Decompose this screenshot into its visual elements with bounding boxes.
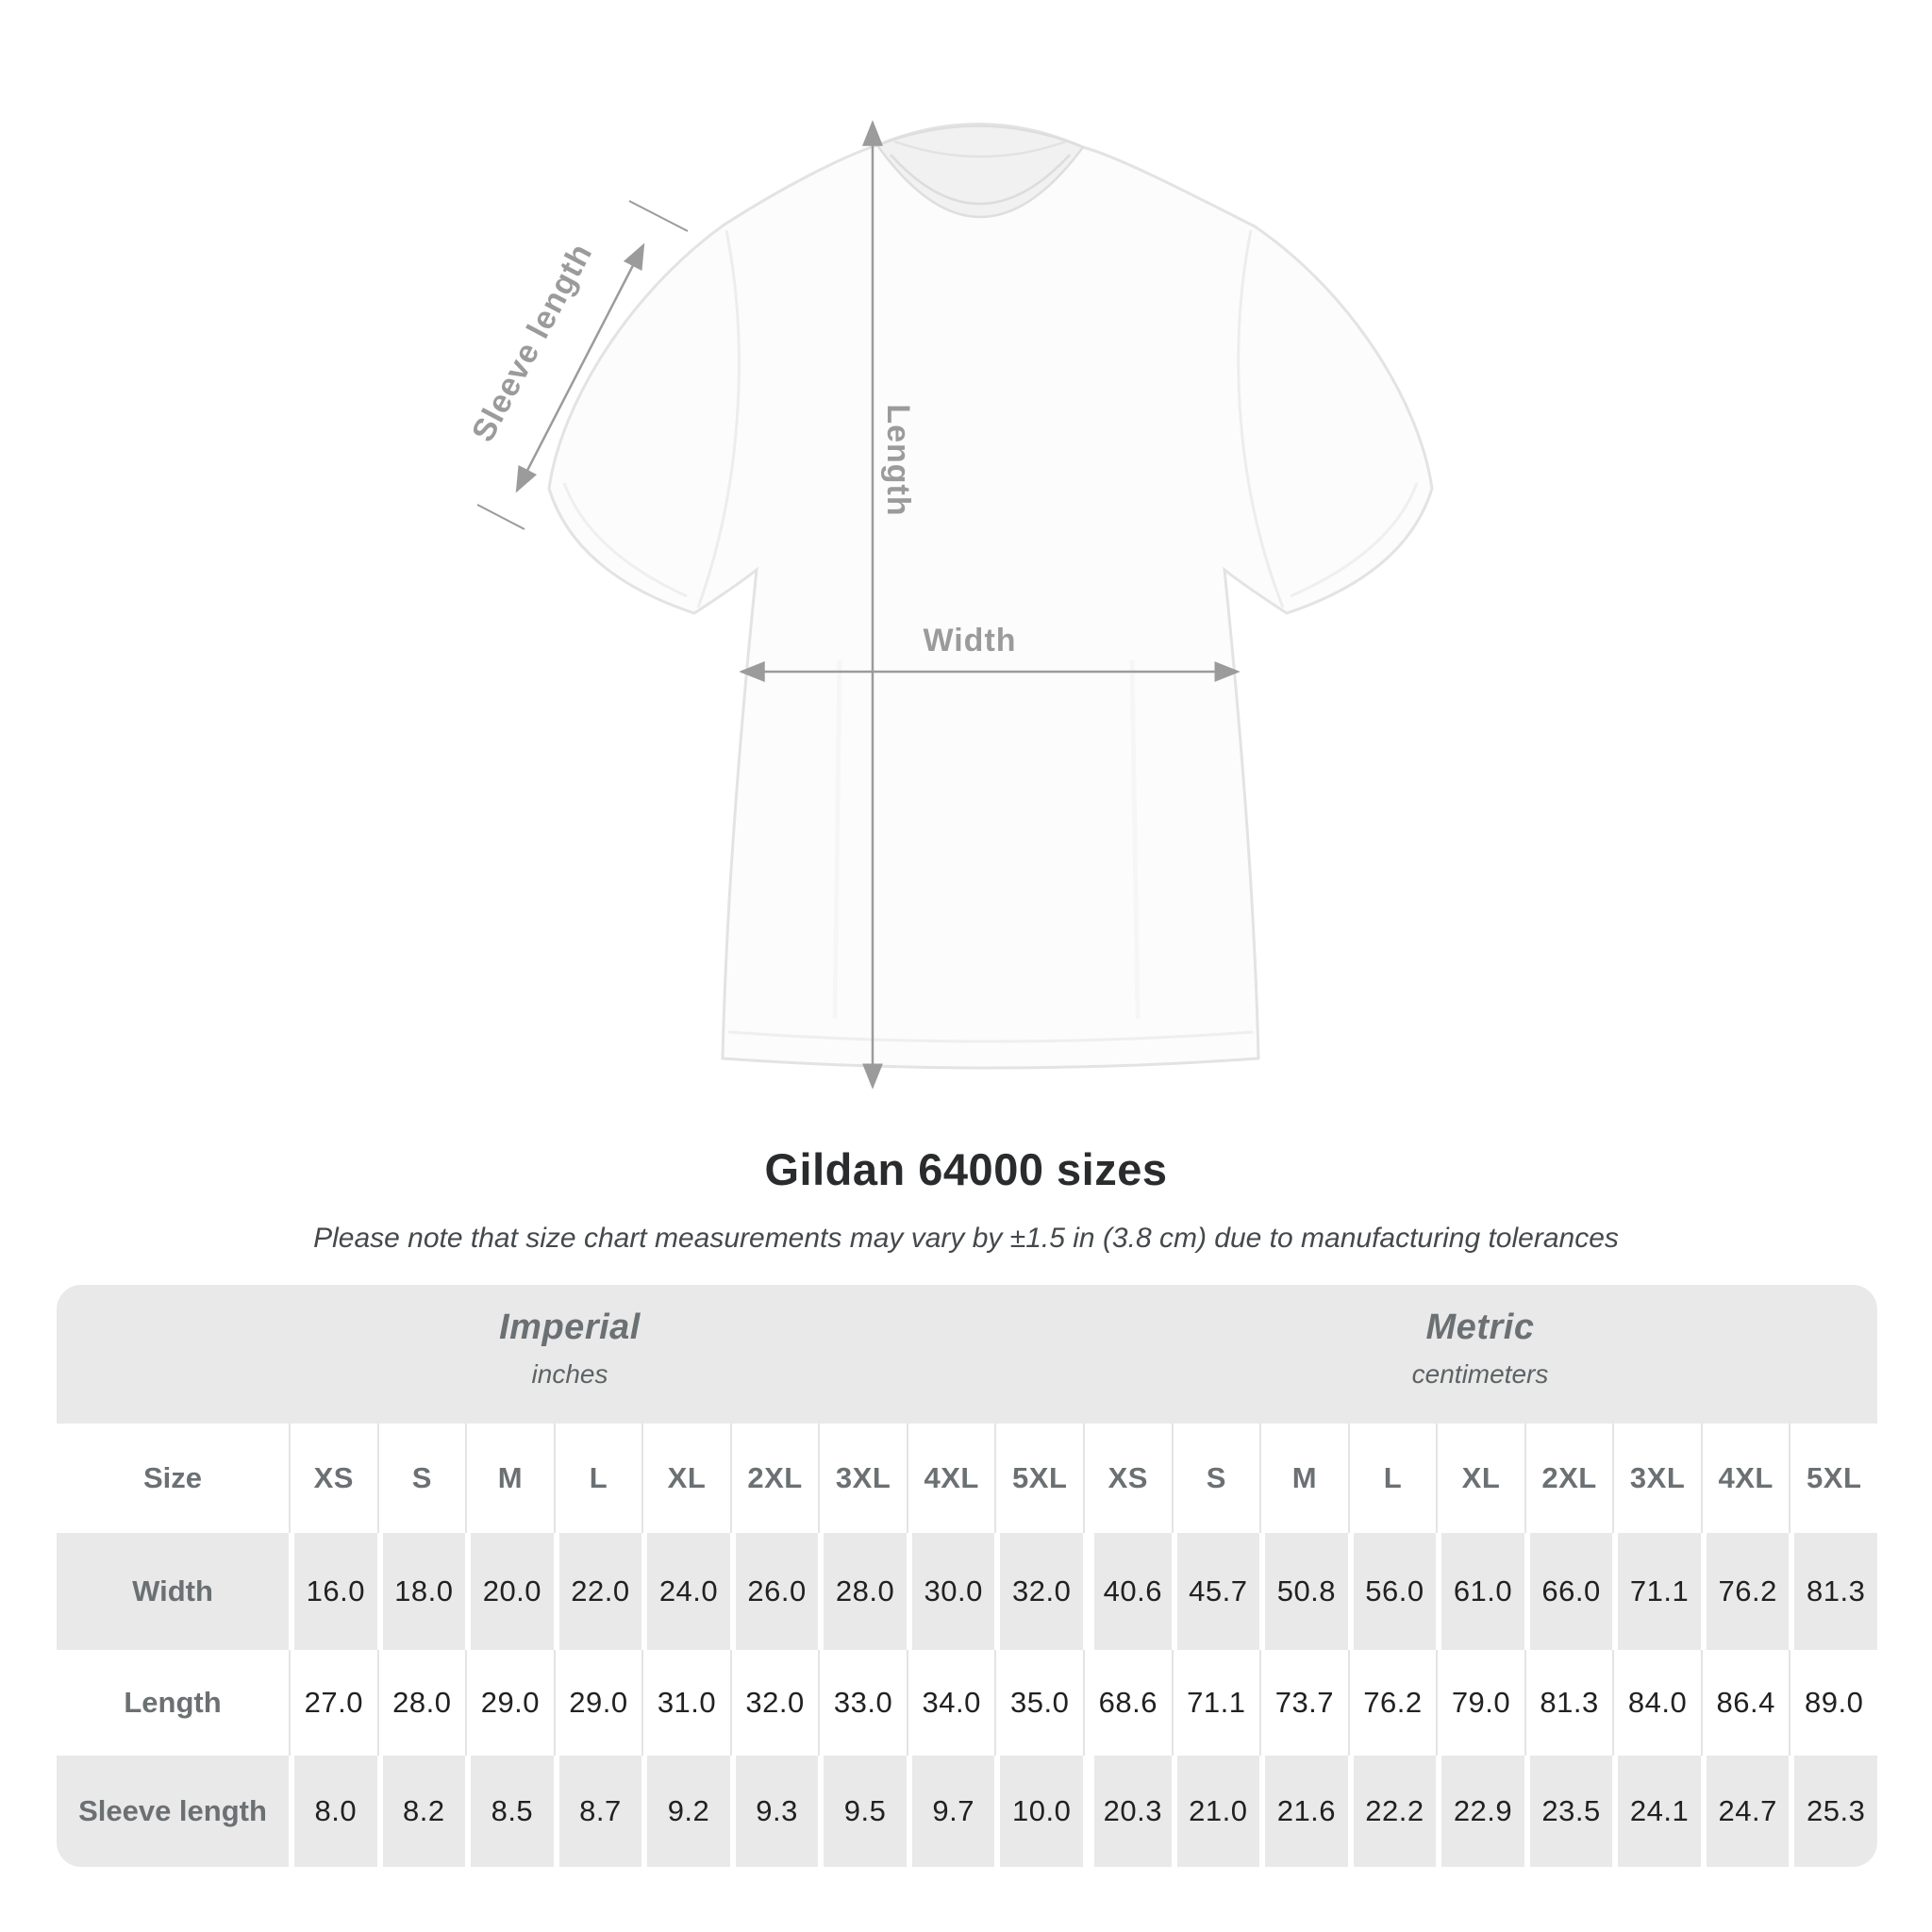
value-cell (730, 1650, 819, 1756)
size-col-header (289, 1424, 377, 1533)
value-cell (1348, 1533, 1437, 1650)
value-cell (1436, 1756, 1524, 1867)
value-cell (1612, 1756, 1701, 1867)
size-col-header-text: S (1206, 1461, 1226, 1494)
value-cell (994, 1533, 1083, 1650)
value-cell (1172, 1533, 1260, 1650)
value-cell (1701, 1756, 1790, 1867)
value-cell-text: 9.3 (756, 1794, 798, 1827)
size-chart-table (57, 1285, 1877, 1867)
size-col-header (1612, 1424, 1701, 1533)
size-col-header-text: 2XL (747, 1461, 803, 1494)
value-cell-text: 24.7 (1718, 1794, 1777, 1827)
size-col-header-text: XS (313, 1461, 354, 1494)
value-cell (289, 1650, 377, 1756)
size-col-header (1348, 1424, 1437, 1533)
size-col-header-text: 5XL (1807, 1461, 1862, 1494)
value-cell-text: 8.7 (579, 1794, 622, 1827)
value-cell (554, 1533, 642, 1650)
value-cell-text: 56.0 (1365, 1574, 1424, 1607)
value-cell (730, 1756, 819, 1867)
value-cell-text: 35.0 (1010, 1686, 1070, 1719)
value-cell-text: 50.8 (1276, 1574, 1337, 1607)
size-col-header (465, 1424, 554, 1533)
page-subtitle: Please note that size chart measurements may vary by ±1.5 in (3.8 cm) due to manufacturing tolerances (313, 1223, 1619, 1254)
value-cell (289, 1756, 377, 1867)
value-cell-text: 89.0 (1805, 1686, 1864, 1719)
value-cell (1612, 1533, 1701, 1650)
metric-label: Metric (1425, 1307, 1535, 1347)
imperial-label: Imperial (499, 1307, 641, 1347)
metric-unit: centimeters (1411, 1359, 1549, 1389)
size-col-header-text: M (1291, 1461, 1318, 1494)
width-label: Width (923, 623, 1017, 658)
value-cell (1789, 1533, 1877, 1650)
value-cell (1083, 1650, 1172, 1756)
size-col-header-text: 3XL (1629, 1461, 1686, 1494)
value-cell (641, 1756, 730, 1867)
value-cell-text: 32.0 (745, 1686, 805, 1719)
value-cell-text: 9.2 (667, 1794, 710, 1827)
value-cell-text: 31.0 (657, 1686, 717, 1719)
value-cell (1701, 1650, 1790, 1756)
corner-label-text: Size (142, 1461, 203, 1494)
value-cell (1612, 1650, 1701, 1756)
row-label-text: Sleeve length (78, 1794, 267, 1827)
value-cell-text: 45.7 (1189, 1574, 1248, 1607)
value-cell-text: 29.0 (480, 1686, 541, 1719)
value-cell (1083, 1756, 1172, 1867)
value-cell-text: 33.0 (833, 1686, 893, 1719)
value-cell-text: 66.0 (1541, 1574, 1601, 1607)
value-cell-text: 71.1 (1187, 1686, 1246, 1719)
size-col-header (907, 1424, 995, 1533)
row-label-text: Width (132, 1574, 213, 1607)
corner-label (57, 1424, 289, 1533)
value-cell (641, 1650, 730, 1756)
value-cell (1789, 1650, 1877, 1756)
value-cell-text: 76.2 (1363, 1686, 1423, 1719)
size-col-header (641, 1424, 730, 1533)
value-cell-text: 34.0 (922, 1686, 981, 1719)
value-cell-text: 20.0 (482, 1574, 542, 1607)
value-cell (641, 1533, 730, 1650)
value-cell-text: 25.3 (1807, 1794, 1866, 1827)
value-cell-text: 18.0 (394, 1574, 454, 1607)
value-cell (818, 1756, 907, 1867)
value-cell-text: 9.7 (932, 1794, 974, 1827)
value-cell-text: 71.1 (1629, 1574, 1690, 1607)
size-col-header-text: M (497, 1461, 524, 1494)
value-cell-text: 61.0 (1453, 1574, 1513, 1607)
value-cell-text: 8.0 (314, 1794, 358, 1827)
size-col-header (1172, 1424, 1260, 1533)
value-cell (994, 1756, 1083, 1867)
value-cell-text: 81.3 (1807, 1574, 1866, 1607)
size-col-header (730, 1424, 819, 1533)
value-cell (907, 1650, 995, 1756)
size-col-header-text: 4XL (924, 1461, 979, 1494)
size-col-header-text: XL (667, 1461, 707, 1494)
size-col-header (554, 1424, 642, 1533)
value-cell-text: 81.3 (1540, 1686, 1599, 1719)
row-label (57, 1756, 289, 1867)
size-col-header-text: 5XL (1012, 1461, 1068, 1494)
size-col-header-text: S (411, 1461, 432, 1494)
value-cell (465, 1533, 554, 1650)
value-cell-text: 86.4 (1716, 1686, 1775, 1719)
size-col-header (377, 1424, 466, 1533)
value-cell (1789, 1756, 1877, 1867)
value-cell (1259, 1650, 1348, 1756)
sleeve-length-label: Sleeve length (464, 237, 600, 448)
value-cell (1259, 1533, 1348, 1650)
value-cell (1348, 1650, 1437, 1756)
value-cell-text: 84.0 (1627, 1686, 1688, 1719)
value-cell (465, 1650, 554, 1756)
size-col-header-text: XS (1108, 1461, 1148, 1494)
value-cell (1436, 1650, 1524, 1756)
value-cell (377, 1756, 466, 1867)
value-cell-text: 32.0 (1012, 1574, 1072, 1607)
value-cell (1524, 1756, 1613, 1867)
metric-group-header (1083, 1285, 1877, 1418)
value-cell-text: 28.0 (835, 1574, 895, 1607)
value-cell (1348, 1756, 1437, 1867)
size-col-header-text: 4XL (1718, 1461, 1774, 1494)
value-cell-text: 27.0 (304, 1686, 363, 1719)
value-cell-text: 9.5 (843, 1794, 887, 1827)
length-label: Length (880, 404, 917, 517)
tshirt-graphic (549, 124, 1432, 1068)
value-cell-text: 24.1 (1629, 1794, 1690, 1827)
imperial-unit: inches (531, 1359, 608, 1389)
row-label-text: Length (124, 1686, 222, 1719)
size-col-header-text: 2XL (1541, 1461, 1597, 1494)
size-col-header (994, 1424, 1083, 1533)
value-cell-text: 30.0 (924, 1574, 983, 1607)
size-col-header-text: XL (1461, 1461, 1501, 1494)
size-col-header (1701, 1424, 1790, 1533)
value-cell (554, 1650, 642, 1756)
value-cell (554, 1756, 642, 1867)
value-cell (1083, 1533, 1172, 1650)
value-cell (994, 1650, 1083, 1756)
value-cell-text: 20.3 (1103, 1794, 1162, 1827)
value-cell (1172, 1756, 1260, 1867)
size-col-header-text: 3XL (835, 1461, 891, 1494)
value-cell-text: 29.0 (569, 1686, 628, 1719)
row-label (57, 1533, 289, 1650)
size-col-header (1789, 1424, 1877, 1533)
row-label (57, 1650, 289, 1756)
imperial-group-header (57, 1285, 1083, 1418)
value-cell-text: 8.5 (491, 1794, 534, 1827)
value-cell-text: 68.6 (1098, 1686, 1158, 1719)
value-cell (1172, 1650, 1260, 1756)
value-cell (907, 1756, 995, 1867)
value-cell-text: 26.0 (747, 1574, 807, 1607)
value-cell-text: 79.0 (1451, 1686, 1511, 1719)
value-cell-text: 21.0 (1189, 1794, 1248, 1827)
value-cell-text: 21.6 (1276, 1794, 1337, 1827)
value-cell (730, 1533, 819, 1650)
value-cell (1524, 1533, 1613, 1650)
value-cell-text: 8.2 (403, 1794, 445, 1827)
size-col-header (818, 1424, 907, 1533)
value-cell (465, 1756, 554, 1867)
size-col-header-text: L (589, 1461, 608, 1494)
value-cell-text: 22.2 (1365, 1794, 1424, 1827)
value-cell (377, 1650, 466, 1756)
value-cell-text: 28.0 (392, 1686, 452, 1719)
value-cell-text: 10.0 (1012, 1794, 1072, 1827)
value-cell (1259, 1756, 1348, 1867)
value-cell-text: 22.9 (1453, 1794, 1513, 1827)
page-title: Gildan 64000 sizes (764, 1144, 1168, 1194)
value-cell-text: 22.0 (571, 1574, 630, 1607)
value-cell-text: 40.6 (1103, 1574, 1162, 1607)
value-cell (377, 1533, 466, 1650)
size-col-header (1436, 1424, 1524, 1533)
size-col-header (1259, 1424, 1348, 1533)
value-cell (1436, 1533, 1524, 1650)
size-col-header (1524, 1424, 1613, 1533)
value-cell-text: 23.5 (1541, 1794, 1601, 1827)
value-cell-text: 24.0 (658, 1574, 719, 1607)
value-cell (289, 1533, 377, 1650)
value-cell-text: 16.0 (306, 1574, 365, 1607)
value-cell (907, 1533, 995, 1650)
value-cell-text: 73.7 (1274, 1686, 1335, 1719)
value-cell (1524, 1650, 1613, 1756)
size-col-header-text: L (1383, 1461, 1403, 1494)
value-cell (818, 1650, 907, 1756)
table-header-band (57, 1285, 1877, 1424)
value-cell-text: 76.2 (1718, 1574, 1777, 1607)
value-cell (818, 1533, 907, 1650)
value-cell (1701, 1533, 1790, 1650)
size-col-header (1083, 1424, 1172, 1533)
